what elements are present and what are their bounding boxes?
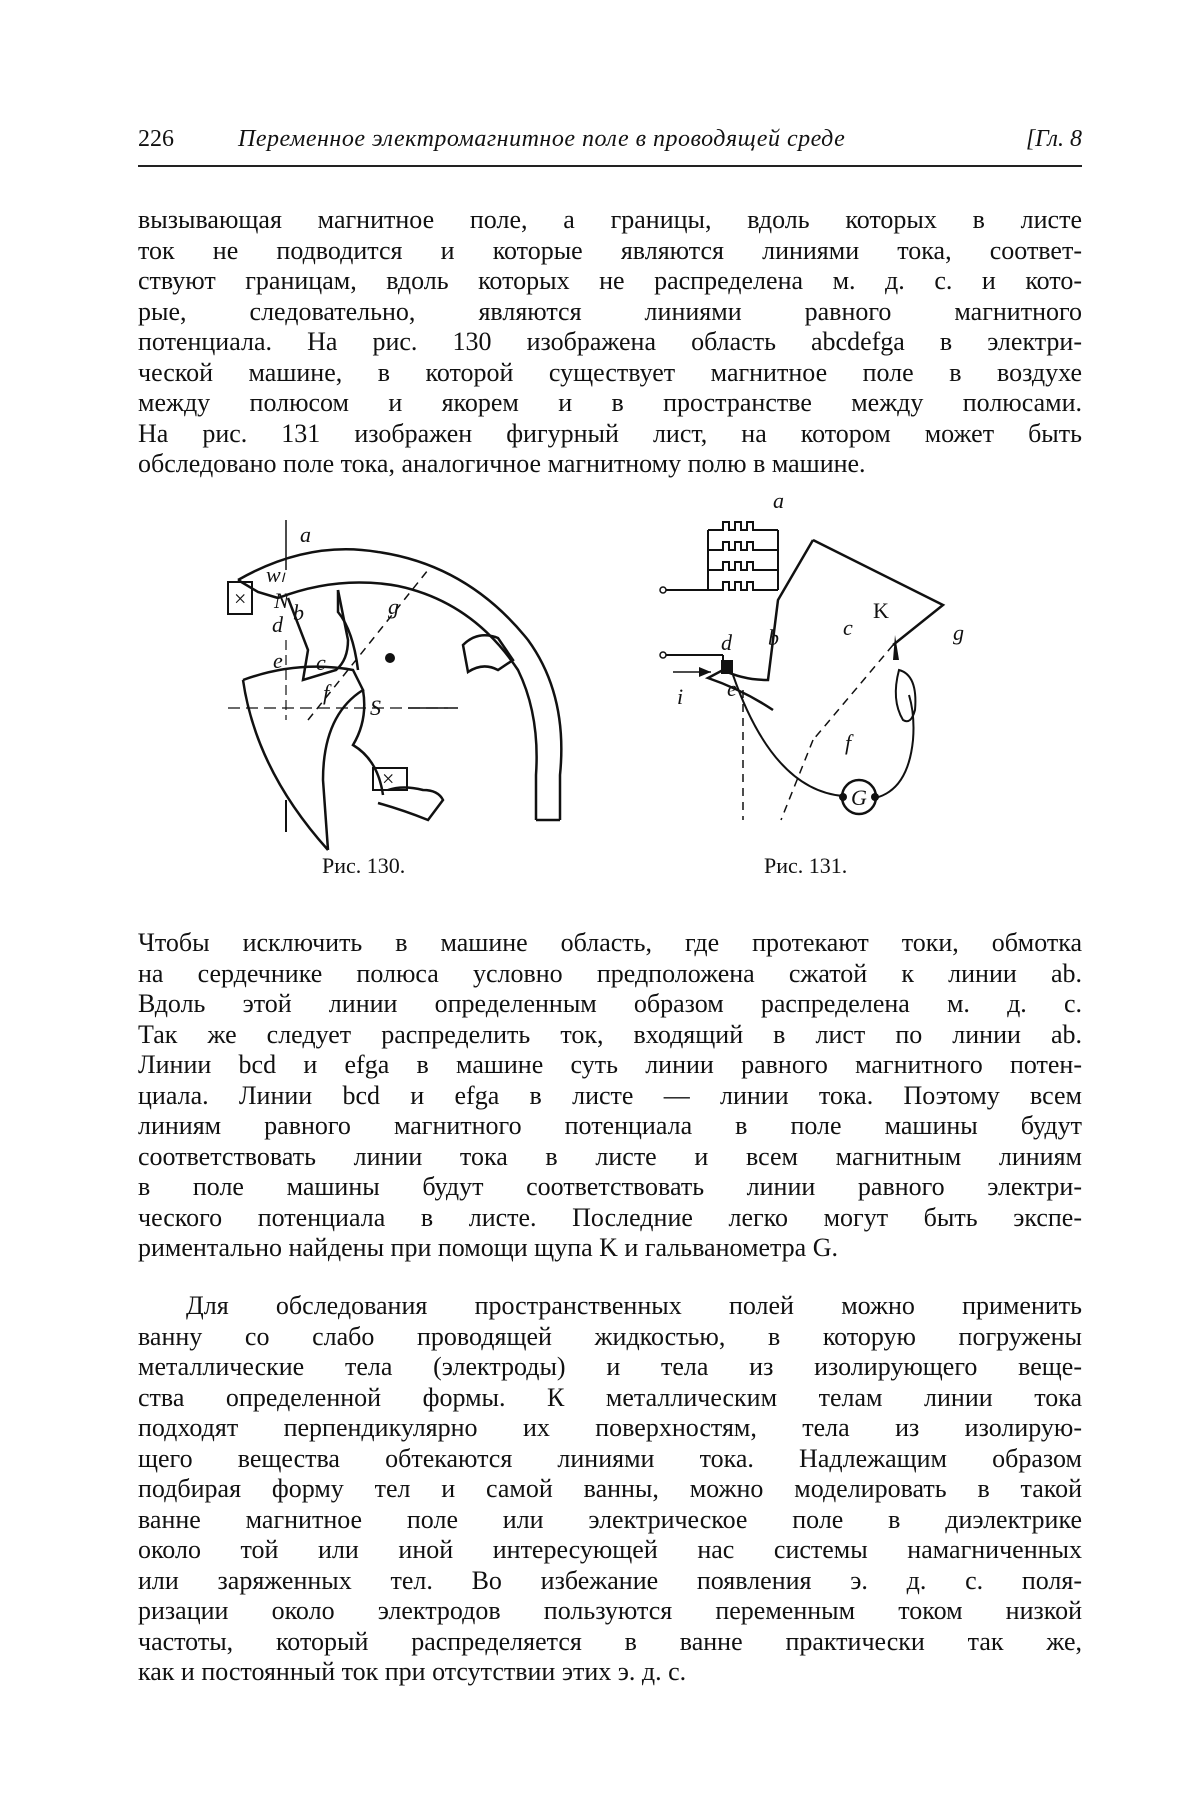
text-line: ческой машине, в которой существует магнитное поле в воздухе [138, 357, 1082, 387]
text-line: между полюсом и якорем и в пространстве между полюсами. [138, 388, 1082, 417]
text-line: рые, следовательно, являются линиями равного магнитного [138, 296, 1082, 326]
text-line: Так же следует распределить ток, входящий в лист по линии ab. [138, 1019, 1082, 1049]
figure-131 [663, 488, 1003, 840]
machine-pole-diagram [228, 520, 568, 850]
label-b: b [768, 625, 779, 650]
label-a: a [300, 522, 311, 547]
text-line: в поле машины будут соответствовать линии равного электри- [138, 1172, 1082, 1201]
text-line: Линии bcd и efga в машине суть линии равного магнитного потен- [138, 1050, 1082, 1079]
label-N: N [274, 588, 289, 613]
label-i: i [677, 684, 684, 709]
chapter-reference: [Гл. 8 [1025, 126, 1082, 152]
label-c: c [316, 650, 326, 675]
text-line: соответствовать линии тока в листе и всем магнитным линиям [138, 1141, 1082, 1171]
text-line: риментально найдены при помощи щупа K и гальванометра G. [138, 1233, 838, 1262]
text-line: Для обследования пространственных полей можно применить [186, 1291, 1082, 1320]
text-line: ческого потенциала в листе. Последние легко могут быть экспе- [138, 1202, 1082, 1232]
text-line: линиям равного магнитного потенциала в поле машины будут [138, 1111, 1082, 1140]
paragraph-1 [138, 205, 1082, 480]
label-d: d [721, 630, 732, 655]
paragraph-3 [138, 1291, 1082, 1688]
label-f: f [845, 730, 852, 755]
text-line: ток не подводится и которые являются линиями тока, соответ- [138, 235, 1082, 265]
label-S: S [370, 695, 381, 720]
label-g: g [953, 620, 964, 645]
paragraph-2 [138, 928, 1082, 1264]
label-w: wₗ [266, 562, 285, 587]
text-line: ствуют границам, вдоль которых не распределена м. д. с. и кото- [138, 266, 1082, 295]
text-line: Чтобы исключить в машине область, где протекают токи, обмотка [138, 928, 1082, 957]
label-e: e [273, 648, 283, 673]
label-c: c [843, 615, 853, 640]
label-b: b [293, 600, 304, 625]
cross-mark: × [382, 766, 395, 791]
text-line: ванне магнитное поле или электрическое поле в диэлектрике [138, 1504, 1082, 1534]
shaped-sheet-diagram [663, 488, 1003, 840]
text-line: подбирая форму тел и самой ванны, можно моделировать в такой [138, 1474, 1082, 1503]
text-line: На рис. 131 изображен фигурный лист, на котором может быть [138, 418, 1082, 448]
label-d: d [272, 612, 283, 637]
figure-130-caption: Рис. 130. [322, 853, 406, 878]
running-title: Переменное электромагнитное поле в проводящей среде [238, 126, 846, 152]
text-line: ризации около электродов пользуются переменным током низкой [138, 1596, 1082, 1625]
figure-130 [228, 520, 568, 850]
label-e: e [727, 676, 737, 701]
label-a: a [773, 488, 784, 513]
header-rule [138, 165, 1082, 167]
text-line: циала. Линии bcd и efga в листе — линии тока. Поэтому всем [138, 1080, 1082, 1110]
text-line: металлические тела (электроды) и тела из изолирующего веще- [138, 1352, 1082, 1381]
text-line: подходят перпендикулярно их поверхностям, тела из изолирую- [138, 1413, 1082, 1442]
label-G: G [851, 785, 867, 810]
figure-131-caption: Рис. 131. [764, 853, 848, 878]
text-line: на сердечнике полюса условно предположена сжатой к линии ab. [138, 958, 1082, 988]
text-line: щего вещества обтекаются линиями тока. Надлежащим образом [138, 1443, 1082, 1473]
text-line: частоты, который распределяется в ванне практически так же, [138, 1626, 1082, 1656]
page-header [138, 126, 1082, 162]
text-line: Вдоль этой линии определенным образом распределена м. д. с. [138, 989, 1082, 1018]
label-g: g [388, 594, 399, 619]
page-number: 226 [138, 126, 174, 152]
text-line: вызывающая магнитное поле, а границы, вдоль которых в листе [138, 205, 1082, 234]
label-K: K [873, 598, 889, 623]
text-line: или заряженных тел. Во избежание появления э. д. с. поля- [138, 1565, 1082, 1595]
text-line: ванну со слабо проводящей жидкостью, в которую погружены [138, 1321, 1082, 1351]
text-line: около той или иной интересующей нас системы намагниченных [138, 1535, 1082, 1564]
text-line: как и постоянный ток при отсутствии этих э. д. с. [138, 1657, 687, 1686]
text-line: потенциала. На рис. 130 изображена область abcdefga в электри- [138, 327, 1082, 356]
text-line: обследовано поле тока, аналогичное магнитному полю в машине. [138, 449, 866, 478]
text-line: ства определенной формы. К металлическим телам линии тока [138, 1382, 1082, 1412]
label-f: f [323, 680, 330, 705]
cross-mark: × [234, 586, 247, 611]
